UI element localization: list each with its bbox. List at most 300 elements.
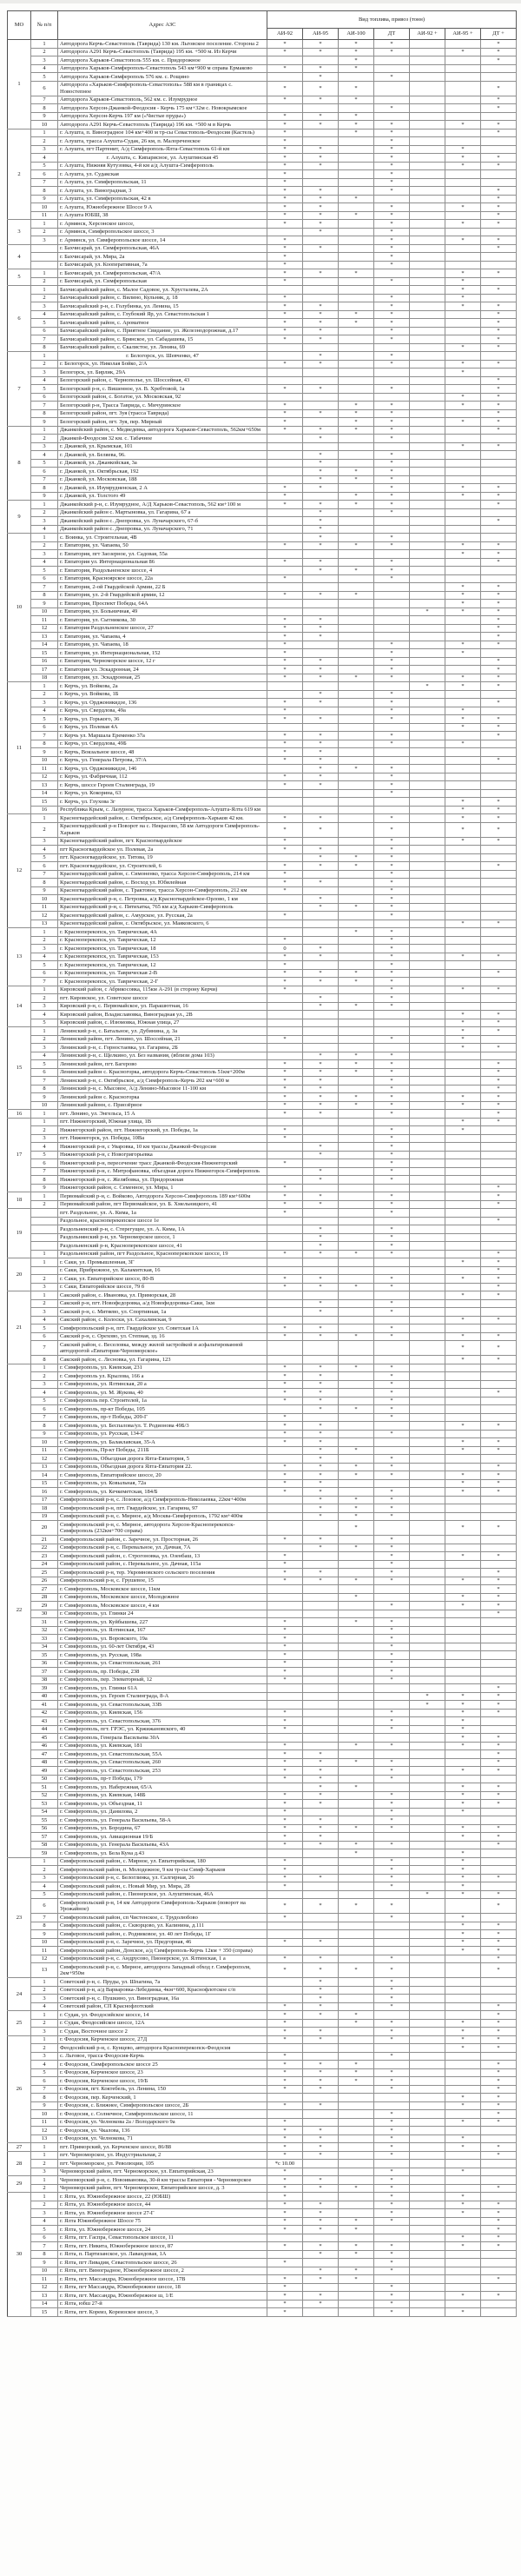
fuel-availability-cell xyxy=(303,1521,339,1536)
fuel-availability-cell xyxy=(339,236,374,245)
row-number: 3 xyxy=(31,2028,58,2036)
azs-address: Джанкойский район с. Мартыновка, ул. Гагарина, 67 а xyxy=(58,508,267,517)
fuel-availability-cell xyxy=(374,2234,410,2242)
fuel-availability-cell: * xyxy=(267,261,303,269)
fuel-availability-cell: * xyxy=(303,1544,339,1552)
table-row xyxy=(8,1134,517,1143)
fuel-availability-cell xyxy=(339,649,374,658)
fuel-availability-cell xyxy=(410,228,445,236)
fuel-availability-cell: * xyxy=(267,1192,303,1201)
fuel-availability-cell xyxy=(339,1126,374,1135)
fuel-availability-cell: * xyxy=(303,994,339,1003)
fuel-availability-cell: * xyxy=(303,385,339,394)
fuel-availability-cell xyxy=(410,1044,445,1052)
table-row xyxy=(8,1758,517,1767)
fuel-availability-cell xyxy=(445,1077,481,1086)
fuel-availability-cell xyxy=(410,426,445,435)
table-row xyxy=(8,435,517,443)
fuel-availability-cell xyxy=(410,96,445,104)
fuel-availability-cell xyxy=(339,2127,374,2135)
fuel-availability-cell xyxy=(445,534,481,542)
table-row xyxy=(8,1159,517,1168)
azs-address: г. Красноперекопск, ул. Таврическая, 12 xyxy=(58,936,267,945)
azs-address: г. Керчь, ул. Орджоникидзе, 146 xyxy=(58,765,267,773)
fuel-availability-cell: * xyxy=(303,1380,339,1389)
fuel-availability-cell xyxy=(481,1775,517,1783)
fuel-availability-cell xyxy=(374,723,410,732)
fuel-availability-cell: * xyxy=(267,2168,303,2176)
fuel-availability-cell xyxy=(410,261,445,269)
azs-address: Симферопольский район, сп Чистенское, с. Трудолюбово xyxy=(58,1914,267,1922)
fuel-availability-cell: * xyxy=(267,953,303,961)
fuel-availability-cell: * xyxy=(481,2061,517,2069)
fuel-availability-cell: * xyxy=(374,1192,410,1201)
fuel-availability-cell: * xyxy=(303,517,339,526)
table-row xyxy=(8,903,517,912)
fuel-availability-cell xyxy=(339,666,374,674)
fuel-availability-cell xyxy=(339,484,374,493)
fuel-availability-cell xyxy=(445,1134,481,1143)
row-number: 4 xyxy=(31,2217,58,2226)
fuel-availability-cell: * xyxy=(339,2019,374,2028)
fuel-availability-cell: * xyxy=(339,1544,374,1552)
fuel-availability-cell xyxy=(410,994,445,1003)
fuel-availability-cell xyxy=(410,945,445,953)
row-number: 26 xyxy=(31,1577,58,1585)
azs-address: г. Евпатория, ул. Больничная, 49 xyxy=(58,607,267,616)
fuel-availability-cell xyxy=(445,327,481,335)
fuel-availability-cell: * xyxy=(303,1167,339,1176)
fuel-availability-cell xyxy=(445,385,481,394)
fuel-availability-cell xyxy=(410,1717,445,1726)
row-number: 25 xyxy=(31,1569,58,1577)
fuel-availability-cell xyxy=(267,368,303,377)
fuel-availability-cell: * xyxy=(267,2176,303,2185)
fuel-availability-cell: * xyxy=(374,508,410,517)
fuel-availability-cell: * xyxy=(445,277,481,286)
fuel-availability-cell: * xyxy=(303,2011,339,2020)
fuel-availability-cell: * xyxy=(481,517,517,526)
fuel-availability-cell: * xyxy=(303,945,339,953)
fuel-availability-cell xyxy=(481,1986,517,1995)
fuel-availability-cell xyxy=(339,1316,374,1325)
fuel-availability-cell xyxy=(339,253,374,262)
fuel-availability-cell xyxy=(410,1283,445,1291)
row-number: 5 xyxy=(31,961,58,970)
fuel-availability-cell: * xyxy=(267,178,303,187)
fuel-availability-cell xyxy=(339,2234,374,2242)
mo-number: 27 xyxy=(8,2143,31,2152)
azs-address: г. Евпатория, 2-ой Гвардейской Армии, 22 Б xyxy=(58,583,267,592)
fuel-availability-cell xyxy=(410,936,445,945)
fuel-availability-cell: * xyxy=(339,1504,374,1513)
row-number: 5 xyxy=(31,385,58,394)
row-number: 6 xyxy=(31,1068,58,1077)
azs-address: г. Ялта, п. Партизанское, ул. Лавандовая, 1А xyxy=(58,2250,267,2259)
fuel-availability-cell: * xyxy=(303,1995,339,2003)
table-row xyxy=(8,1544,517,1552)
fuel-availability-cell xyxy=(410,1250,445,1258)
table-row xyxy=(8,426,517,435)
fuel-availability-cell xyxy=(339,1791,374,1800)
fuel-availability-cell xyxy=(339,1692,374,1701)
fuel-availability-cell: * xyxy=(303,435,339,443)
fuel-availability-cell xyxy=(339,2052,374,2061)
fuel-availability-cell: * xyxy=(339,2184,374,2193)
row-number: 8 xyxy=(31,1356,58,1364)
row-number: 1 xyxy=(31,1857,58,1866)
fuel-availability-cell xyxy=(267,1978,303,1987)
fuel-availability-cell xyxy=(410,558,445,567)
fuel-availability-cell: * xyxy=(267,641,303,649)
fuel-availability-cell: * xyxy=(267,1413,303,1422)
row-number: 12 xyxy=(31,1955,58,1963)
fuel-availability-cell: * xyxy=(374,2259,410,2267)
fuel-availability-cell: * xyxy=(374,814,410,823)
fuel-availability-cell xyxy=(410,1684,445,1693)
row-number: 10 xyxy=(31,121,58,129)
fuel-availability-cell xyxy=(445,2217,481,2226)
table-row xyxy=(8,1488,517,1497)
fuel-availability-cell xyxy=(339,1380,374,1389)
fuel-availability-cell: * xyxy=(445,1890,481,1899)
table-row xyxy=(8,1824,517,1833)
fuel-availability-cell: * xyxy=(303,220,339,229)
row-number: 1 xyxy=(31,286,58,295)
fuel-availability-cell xyxy=(339,1725,374,1734)
fuel-availability-cell xyxy=(410,112,445,121)
fuel-availability-cell xyxy=(339,187,374,196)
row-number: 5 xyxy=(31,1397,58,1405)
row-number: 6 xyxy=(31,2077,58,2086)
table-row xyxy=(8,1618,517,1627)
fuel-availability-cell: * xyxy=(374,228,410,236)
table-row xyxy=(8,1866,517,1875)
fuel-availability-cell: * xyxy=(374,1463,410,1471)
fuel-availability-cell: * xyxy=(267,936,303,945)
row-number: 14 xyxy=(31,1471,58,1480)
fuel-availability-cell xyxy=(481,73,517,82)
fuel-availability-cell xyxy=(410,1635,445,1643)
fuel-availability-cell xyxy=(374,920,410,928)
fuel-availability-cell xyxy=(410,435,445,443)
fuel-availability-cell: * xyxy=(267,558,303,567)
azs-address: г. Симферополь, пр-т Победы, 179 xyxy=(58,1775,267,1783)
table-row xyxy=(8,1200,517,1209)
row-number: 3 xyxy=(31,517,58,526)
azs-address: г. Евпатория ул. Интернациональная 86 xyxy=(58,558,267,567)
row-number: 1 xyxy=(31,682,58,691)
fuel-availability-cell xyxy=(410,2085,445,2094)
azs-address: Бахчисарайский район, с. Приятное Свидание, ул. Железнодорожная, д.17 xyxy=(58,327,267,335)
fuel-availability-cell xyxy=(410,1955,445,1963)
fuel-availability-cell xyxy=(374,376,410,385)
fuel-availability-cell: * xyxy=(339,978,374,986)
table-row xyxy=(8,2201,517,2209)
fuel-availability-cell xyxy=(339,1914,374,1922)
fuel-availability-cell: * xyxy=(303,1077,339,1086)
fuel-availability-cell: * xyxy=(481,2068,517,2077)
fuel-availability-cell xyxy=(339,1626,374,1635)
fuel-availability-cell xyxy=(339,1635,374,1643)
fuel-availability-cell xyxy=(339,2151,374,2160)
table-row xyxy=(8,484,517,493)
row-number: 2 xyxy=(31,1866,58,1875)
fuel-availability-cell: * xyxy=(303,1899,339,1914)
table-row xyxy=(8,56,517,65)
fuel-availability-cell: * xyxy=(374,1569,410,1577)
fuel-availability-cell xyxy=(339,781,374,790)
fuel-availability-cell xyxy=(410,2275,445,2284)
fuel-availability-cell xyxy=(410,40,445,49)
table-row xyxy=(8,2242,517,2251)
table-row xyxy=(8,699,517,707)
fuel-availability-cell: * xyxy=(267,294,303,302)
fuel-availability-cell: * xyxy=(267,2011,303,2020)
fuel-availability-cell xyxy=(267,550,303,559)
fuel-availability-cell xyxy=(410,2308,445,2317)
azs-address: г. Симферополь, ул. Глинки 24 xyxy=(58,1610,267,1618)
row-number: 2 xyxy=(31,1299,58,1308)
table-row xyxy=(8,1684,517,1693)
fuel-availability-cell xyxy=(267,1217,303,1225)
fuel-availability-cell: * xyxy=(303,1775,339,1783)
fuel-availability-cell: * xyxy=(339,2077,374,2086)
azs-address: Белогорский район, пгт. Зуя, пер. Мирный xyxy=(58,418,267,427)
fuel-availability-cell xyxy=(410,715,445,724)
fuel-availability-cell: * xyxy=(481,682,517,691)
fuel-availability-cell xyxy=(481,1225,517,1234)
mo-number: 25 xyxy=(8,2011,31,2036)
fuel-availability-cell: * xyxy=(303,2101,339,2110)
fuel-availability-cell: * xyxy=(374,1035,410,1044)
fuel-availability-cell xyxy=(410,2011,445,2020)
table-row xyxy=(8,64,517,73)
fuel-availability-cell xyxy=(339,73,374,82)
fuel-availability-cell xyxy=(267,1151,303,1159)
fuel-availability-cell: * xyxy=(445,203,481,212)
fuel-availability-cell xyxy=(267,583,303,592)
fuel-availability-cell: * xyxy=(267,1635,303,1643)
azs-address: Симферопольский р-н, с. Перевальное, ул. Дачная, 7А xyxy=(58,1544,267,1552)
header-fuel-dtplus: ДТ + xyxy=(481,29,517,40)
fuel-availability-cell xyxy=(481,525,517,534)
fuel-availability-cell xyxy=(445,1585,481,1594)
fuel-availability-cell: * xyxy=(445,641,481,649)
fuel-availability-cell xyxy=(303,607,339,616)
fuel-availability-cell xyxy=(374,269,410,278)
fuel-availability-cell xyxy=(410,492,445,501)
fuel-availability-cell xyxy=(303,2234,339,2242)
azs-address: г. Саки, ул. Евпаторийское шоссе, 80-В xyxy=(58,1275,267,1284)
fuel-availability-cell xyxy=(303,1019,339,1027)
azs-table-body xyxy=(8,40,517,2317)
fuel-availability-cell: * xyxy=(339,1577,374,1585)
table-row xyxy=(8,1389,517,1398)
fuel-availability-cell: * xyxy=(303,2127,339,2135)
azs-address: Симферопольский р-н, с. Грушевое, 15 xyxy=(58,1577,267,1585)
fuel-availability-cell xyxy=(339,945,374,953)
fuel-availability-cell xyxy=(445,574,481,583)
azs-address: г. Ялта, пгт. Гаспра, Севастопольское шоссе, 11 xyxy=(58,2234,267,2242)
fuel-availability-cell: * xyxy=(374,129,410,137)
fuel-availability-cell: * xyxy=(445,541,481,550)
fuel-availability-cell xyxy=(445,1308,481,1317)
fuel-availability-cell: * xyxy=(481,1389,517,1398)
fuel-availability-cell xyxy=(374,1019,410,1027)
fuel-availability-cell: * xyxy=(374,707,410,715)
azs-address: г. Армянск, ул. Симферопольское шоссе, 14 xyxy=(58,236,267,245)
table-row xyxy=(8,1332,517,1341)
row-number: 38 xyxy=(31,1676,58,1684)
fuel-availability-cell xyxy=(374,1446,410,1455)
fuel-availability-cell: * xyxy=(267,1643,303,1651)
fuel-availability-cell xyxy=(374,393,410,402)
fuel-availability-cell xyxy=(445,895,481,904)
table-row xyxy=(8,2035,517,2044)
fuel-availability-cell xyxy=(339,1192,374,1201)
mo-number: 3 xyxy=(8,220,31,245)
fuel-availability-cell xyxy=(374,1750,410,1759)
fuel-availability-cell xyxy=(445,765,481,773)
fuel-availability-cell xyxy=(445,2160,481,2168)
fuel-availability-cell: * xyxy=(267,633,303,641)
fuel-availability-cell: * xyxy=(374,2002,410,2011)
fuel-availability-cell: * xyxy=(374,1110,410,1119)
table-row xyxy=(8,393,517,402)
fuel-availability-cell xyxy=(410,253,445,262)
fuel-availability-cell: * xyxy=(267,1668,303,1676)
fuel-availability-cell: * xyxy=(303,781,339,790)
fuel-availability-cell xyxy=(410,591,445,600)
fuel-availability-cell xyxy=(481,1978,517,1987)
row-number: 1 xyxy=(31,928,58,937)
fuel-availability-cell xyxy=(410,368,445,377)
fuel-availability-cell xyxy=(410,886,445,895)
fuel-availability-cell: * xyxy=(267,986,303,994)
table-row xyxy=(8,409,517,418)
fuel-availability-cell: * xyxy=(445,591,481,600)
azs-address: пгт. Черноморское, ул. Индустриальная, 2 xyxy=(58,2151,267,2160)
fuel-availability-cell: * xyxy=(481,583,517,592)
header-fuel-ai92plus: АИ-92 + xyxy=(410,29,445,40)
fuel-availability-cell: * xyxy=(267,1275,303,1284)
fuel-availability-cell xyxy=(374,1438,410,1447)
fuel-availability-cell: * xyxy=(339,1512,374,1521)
table-row xyxy=(8,195,517,203)
fuel-availability-cell: * xyxy=(303,1068,339,1077)
table-row xyxy=(8,723,517,732)
fuel-availability-cell: * xyxy=(374,715,410,724)
fuel-availability-cell xyxy=(410,633,445,641)
table-row xyxy=(8,1569,517,1577)
fuel-availability-cell: * xyxy=(267,2283,303,2292)
fuel-availability-cell xyxy=(410,1225,445,1234)
fuel-availability-cell: * xyxy=(374,1643,410,1651)
fuel-availability-cell: * xyxy=(267,2052,303,2061)
fuel-availability-cell: * xyxy=(303,2151,339,2160)
fuel-availability-cell xyxy=(339,2044,374,2053)
fuel-availability-cell: * xyxy=(267,1866,303,1875)
fuel-availability-cell: * xyxy=(445,1602,481,1610)
fuel-availability-cell xyxy=(445,64,481,73)
fuel-availability-cell: * xyxy=(267,335,303,344)
azs-address: Нижнегорский р-н, с Новогригорьевка xyxy=(58,1151,267,1159)
fuel-availability-cell: * xyxy=(481,286,517,295)
fuel-availability-cell xyxy=(267,1044,303,1052)
azs-address: г. Симферополь, Евпаторийское шоссе, 20 xyxy=(58,1471,267,1480)
row-number: 1 xyxy=(31,534,58,542)
fuel-availability-cell: * xyxy=(303,1569,339,1577)
fuel-availability-cell xyxy=(303,1930,339,1939)
azs-address: г. Симферополь, Московское шоссе, 4 км xyxy=(58,1602,267,1610)
fuel-availability-cell xyxy=(481,1643,517,1651)
fuel-availability-cell xyxy=(374,517,410,526)
fuel-availability-cell: * xyxy=(339,468,374,476)
row-number: 54 xyxy=(31,1808,58,1816)
fuel-availability-cell: * xyxy=(374,912,410,920)
table-row xyxy=(8,1496,517,1504)
fuel-availability-cell xyxy=(445,2259,481,2267)
mo-number: 9 xyxy=(8,501,31,534)
row-number: 4 xyxy=(31,1316,58,1325)
fuel-availability-cell xyxy=(303,2044,339,2053)
fuel-availability-cell xyxy=(303,1217,339,1225)
fuel-availability-cell xyxy=(445,732,481,740)
fuel-availability-cell xyxy=(445,137,481,146)
fuel-availability-cell xyxy=(339,789,374,798)
azs-address: пгт. Нижнегорск, ул. Победы, 10Ва xyxy=(58,1134,267,1143)
fuel-availability-cell: * xyxy=(303,633,339,641)
row-number: 3 xyxy=(31,145,58,154)
row-number: 10 xyxy=(31,1438,58,1447)
fuel-availability-cell xyxy=(410,1413,445,1422)
fuel-availability-cell xyxy=(481,1035,517,1044)
row-number: 7 xyxy=(31,1077,58,1086)
azs-address: г. Симферополь ул. Крылова, 166 а xyxy=(58,1372,267,1381)
fuel-availability-cell xyxy=(339,104,374,113)
fuel-availability-cell xyxy=(339,879,374,887)
fuel-availability-cell: 0 xyxy=(267,945,303,953)
azs-address: Раздольное, красноперекопское шоссе 1е xyxy=(58,1217,267,1225)
fuel-availability-cell xyxy=(410,1291,445,1300)
row-number: 3 xyxy=(31,945,58,953)
fuel-availability-cell: * xyxy=(339,56,374,65)
row-number: 11 xyxy=(31,1947,58,1955)
azs-address: г. Керчь, ул. Полевая 4А xyxy=(58,723,267,732)
fuel-availability-cell xyxy=(445,1405,481,1414)
fuel-availability-cell xyxy=(374,2061,410,2069)
fuel-availability-cell xyxy=(339,846,374,854)
fuel-availability-cell: * xyxy=(374,121,410,129)
row-number: 1 xyxy=(31,1258,58,1267)
fuel-availability-cell xyxy=(410,1569,445,1577)
azs-address: г. Ялта, пгт. Виноградное, Южнобережное шоссе, 2 xyxy=(58,2267,267,2275)
fuel-availability-cell xyxy=(303,56,339,65)
fuel-availability-cell xyxy=(481,1159,517,1168)
row-number: 2 xyxy=(31,294,58,302)
row-number: 9 xyxy=(31,2259,58,2267)
fuel-availability-cell xyxy=(481,846,517,854)
fuel-availability-cell xyxy=(410,1857,445,1866)
fuel-availability-cell: * xyxy=(374,1397,410,1405)
table-row xyxy=(8,211,517,220)
fuel-availability-cell xyxy=(481,912,517,920)
fuel-availability-cell: * xyxy=(267,211,303,220)
fuel-availability-cell: * xyxy=(374,2127,410,2135)
fuel-availability-cell: * xyxy=(339,269,374,278)
fuel-availability-cell: * xyxy=(481,2201,517,2209)
